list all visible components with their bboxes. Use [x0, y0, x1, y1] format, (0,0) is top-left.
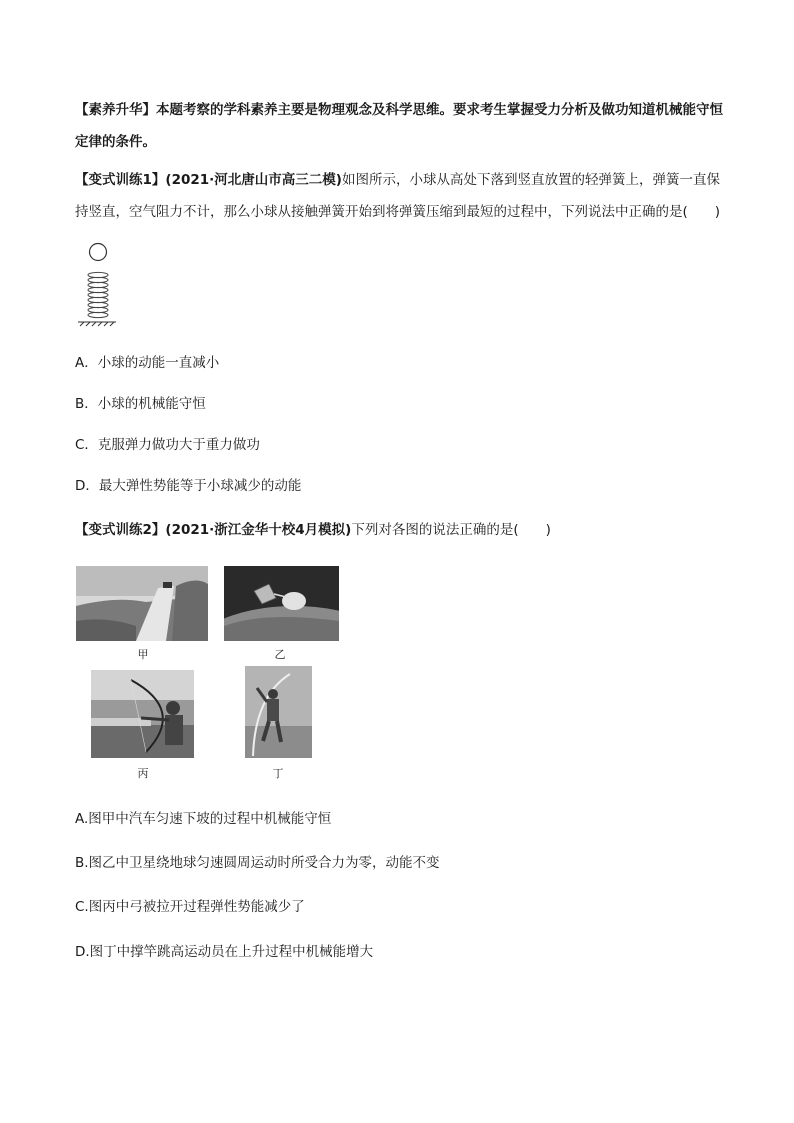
- q2-option-a: A.图甲中汽车匀速下坡的过程中机械能守恒: [75, 811, 332, 827]
- spring-ball-figure: [74, 238, 124, 330]
- q1-stem-text: 如图所示，小球从高处下落到竖直放置的轻弹簧上，弹簧一直保持竖直，空气阻力不计，那么小球从接触弹簧开始到将弹簧压缩到最短的过程中，下列说法中正确的是( ): [75, 172, 721, 220]
- photo-ding-pole-vault: [245, 666, 312, 758]
- q2-tag: 【变式训练2】: [75, 522, 166, 538]
- summary-tag: 【素养升华】: [75, 102, 156, 118]
- summary-text: 本题考察的学科素养主要是物理观念及科学思维。要求考生掌握受力分析及做功知道机械能守恒定律的条件。: [75, 102, 723, 150]
- photo-bing-archer: [91, 670, 194, 758]
- q1-option-a: A．小球的动能一直减小: [75, 355, 220, 371]
- ball: [90, 244, 107, 261]
- spring: [88, 272, 108, 317]
- photo-yi-satellite: [224, 566, 339, 641]
- q1-tag: 【变式训练1】: [75, 172, 166, 188]
- photo-jia-car-downhill: [76, 566, 208, 641]
- caption-yi: 乙: [274, 648, 286, 661]
- caption-jia: 甲: [137, 648, 149, 661]
- q2-option-d: D.图丁中撑竿跳高运动员在上升过程中机械能增大: [75, 944, 374, 960]
- caption-bing: 丙: [137, 767, 149, 780]
- q2-option-b: B.图乙中卫星绕地球匀速圆周运动时所受合力为零，动能不变: [75, 855, 440, 871]
- q2-stem-text: 下列对各图的说法正确的是( ): [351, 522, 551, 538]
- q2-stem: [75, 514, 725, 546]
- q1-option-d: D．最大弹性势能等于小球减少的动能: [75, 478, 302, 494]
- q2-option-c: C.图丙中弓被拉开过程弹性势能减少了: [75, 899, 305, 915]
- q2-source: (2021·浙江金华十校4月模拟): [165, 522, 352, 538]
- q1-source: (2021·河北唐山市高三二模): [165, 172, 342, 188]
- caption-ding: 丁: [272, 767, 284, 780]
- summary-paragraph: [75, 94, 725, 158]
- q1-stem: [75, 164, 725, 228]
- q1-option-b: B．小球的机械能守恒: [75, 396, 206, 412]
- ground: [78, 322, 116, 326]
- q1-option-c: C．克服弹力做功大于重力做功: [75, 437, 260, 453]
